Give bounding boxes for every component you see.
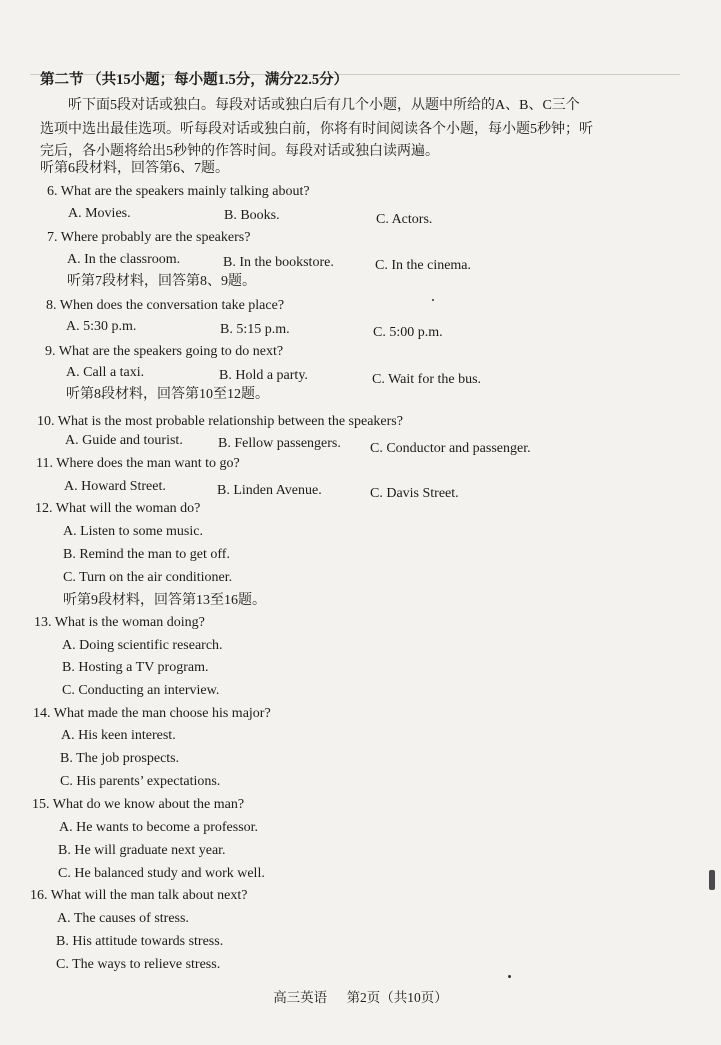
instruction-line-1: 听下面5段对话或独白。每段对话或独白后有几个小题，从题中所给的A、B、C三个: [68, 98, 580, 113]
q9-option-b: B. Hold a party.: [219, 368, 308, 383]
q13-option-a: A. Doing scientific research.: [62, 638, 223, 653]
question-text: What is the woman doing?: [54, 615, 205, 630]
question-number: 15.: [32, 797, 50, 812]
q15-option-a: A. He wants to become a professor.: [59, 820, 259, 835]
question-number: 13.: [34, 615, 52, 630]
question-number: 12.: [35, 501, 53, 516]
segment-intro-9: 听第9段材料，回答第13至16题。: [63, 593, 266, 608]
q8-option-b: B. 5:15 p.m.: [220, 322, 290, 337]
q15-option-b: B. He will graduate next year.: [58, 843, 226, 858]
instruction-line-2: 选项中选出最佳选项。听每段对话或独白前，你将有时间阅读各个小题，每小题5秒钟；听: [40, 122, 593, 137]
section-title: 第二节 （共15小题；每小题1.5分，满分22.5分）: [40, 72, 349, 88]
scan-edge-mark: [709, 870, 715, 890]
question-number: 9.: [45, 344, 56, 359]
q6-option-a: A. Movies.: [68, 206, 131, 221]
q12-option-c: C. Turn on the air conditioner.: [63, 570, 233, 585]
q9-option-a: A. Call a taxi.: [66, 365, 145, 380]
question-text: When does the conversation take place?: [59, 298, 285, 313]
question-text: What are the speakers going to do next?: [58, 344, 284, 359]
segment-intro-8: 听第8段材料，回答第10至12题。: [66, 387, 269, 402]
question-number: 6.: [47, 184, 58, 199]
segment-intro-6: 听第6段材料，回答第6、7题。: [40, 161, 229, 176]
question-16: [30, 887, 247, 905]
question-9: [45, 343, 283, 361]
question-text: Where does the man want to go?: [56, 456, 240, 471]
q7-option-c: C. In the cinema.: [375, 258, 472, 273]
question-text: What do we know about the man?: [52, 797, 245, 812]
question-10: [37, 413, 403, 431]
q10-option-b: B. Fellow passengers.: [218, 436, 341, 451]
footer-page-number: 第2页（共10页）: [346, 990, 448, 1005]
instruction-line-3: 完后，各小题将给出5秒钟的作答时间。每段对话或独白读两遍。: [40, 144, 439, 159]
q7-option-a: A. In the classroom.: [67, 252, 181, 267]
question-13: [34, 614, 205, 632]
page-footer: [0, 986, 721, 1006]
q8-option-a: A. 5:30 p.m.: [66, 319, 137, 334]
q14-option-b: B. The job prospects.: [60, 751, 180, 766]
segment-intro-7: 听第7段材料，回答第8、9题。: [67, 274, 256, 289]
question-text: What are the speakers mainly talking about?: [60, 184, 310, 199]
q8-option-c: C. 5:00 p.m.: [373, 325, 443, 340]
q16-option-c: C. The ways to relieve stress.: [56, 957, 221, 972]
q15-option-c: C. He balanced study and work well.: [58, 866, 265, 881]
question-text: What will the man talk about next?: [50, 888, 248, 903]
q11-option-b: B. Linden Avenue.: [217, 483, 322, 498]
question-8: [46, 297, 284, 315]
q11-option-a: A. Howard Street.: [64, 479, 166, 494]
question-text: Where probably are the speakers?: [60, 230, 251, 245]
question-14: [33, 705, 271, 723]
question-15: [32, 796, 244, 814]
q11-option-c: C. Davis Street.: [370, 486, 459, 501]
question-7: [47, 229, 250, 247]
q13-option-b: B. Hosting a TV program.: [62, 660, 209, 675]
question-number: 14.: [33, 706, 51, 721]
q10-option-a: A. Guide and tourist.: [65, 433, 183, 448]
question-text: What made the man choose his major?: [53, 706, 271, 721]
question-number: 7.: [47, 230, 58, 245]
footer-subject: 高三英语: [273, 990, 328, 1005]
question-number: 11.: [36, 456, 53, 471]
question-12: [35, 500, 200, 518]
q10-option-c: C. Conductor and passenger.: [370, 441, 531, 456]
question-number: 8.: [46, 298, 57, 313]
question-text: What is the most probable relationship between the speakers?: [57, 414, 403, 429]
q12-option-b: B. Remind the man to get off.: [63, 547, 230, 562]
q14-option-a: A. His keen interest.: [61, 728, 176, 743]
q6-option-c: C. Actors.: [376, 212, 433, 227]
question-number: 10.: [37, 414, 55, 429]
q16-option-a: A. The causes of stress.: [57, 911, 189, 926]
q6-option-b: B. Books.: [224, 208, 280, 223]
q14-option-c: C. His parents’ expectations.: [60, 774, 221, 789]
question-text: What will the woman do?: [55, 501, 201, 516]
question-number: 16.: [30, 888, 48, 903]
q16-option-b: B. His attitude towards stress.: [56, 934, 224, 949]
scan-speck: [432, 299, 434, 301]
q7-option-b: B. In the bookstore.: [223, 255, 334, 270]
question-6: [47, 183, 310, 201]
q13-option-c: C. Conducting an interview.: [62, 683, 220, 698]
q9-option-c: C. Wait for the bus.: [372, 372, 482, 387]
q12-option-a: A. Listen to some music.: [63, 524, 203, 539]
question-11: [36, 455, 240, 473]
scan-speck: [508, 975, 511, 978]
